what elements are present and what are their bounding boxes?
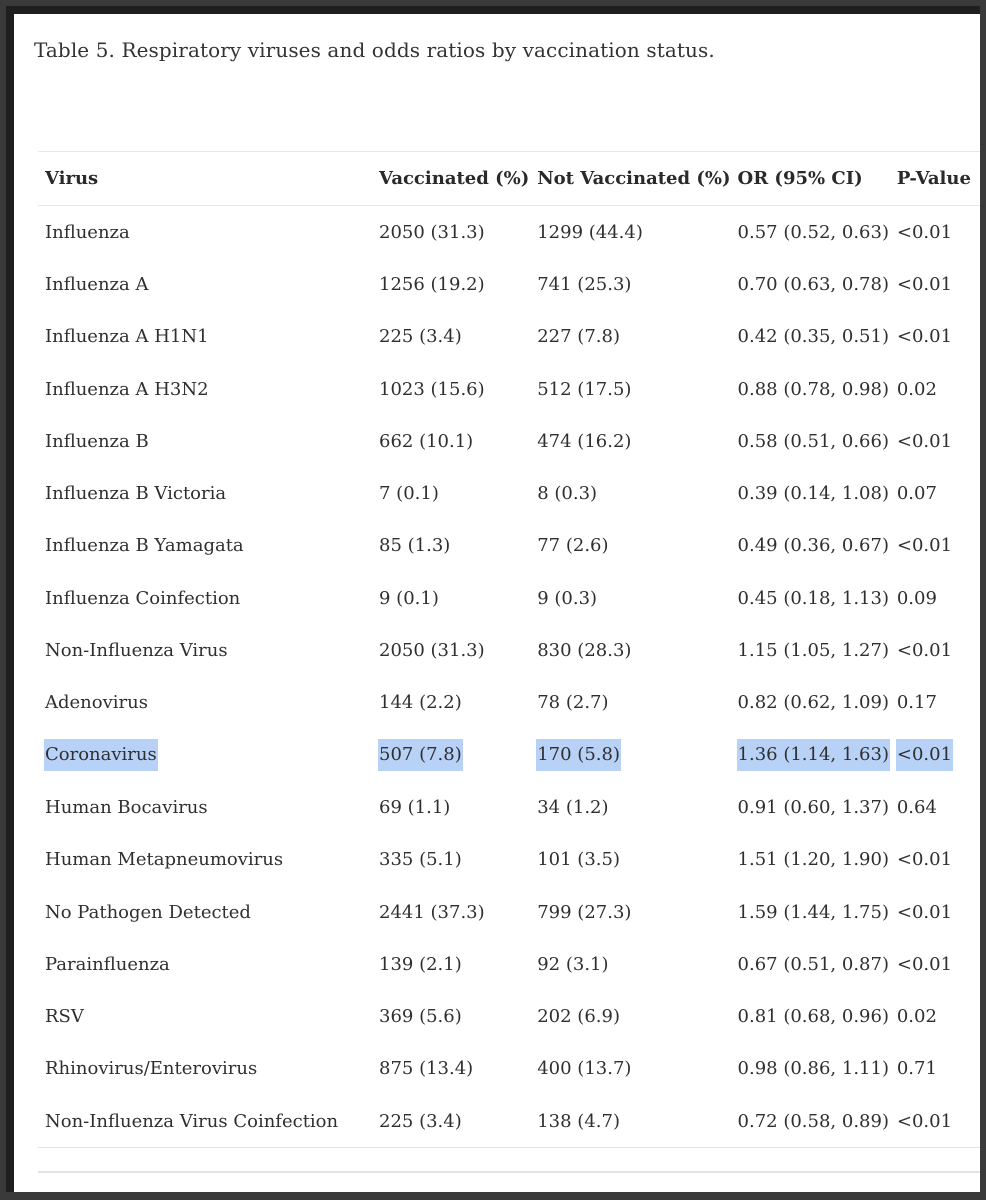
cell-not-vaccinated-text: 202 (6.9) bbox=[537, 1006, 620, 1028]
cell-p-value-text: 0.02 bbox=[896, 1006, 937, 1028]
cell-virus bbox=[38, 520, 379, 572]
table-row bbox=[38, 729, 980, 781]
cell-vaccinated-text: 1023 (15.6) bbox=[379, 378, 485, 400]
cell-virus-text: Adenovirus bbox=[45, 692, 148, 714]
cell-not-vaccinated-text: 170 (5.8) bbox=[536, 739, 621, 771]
cell-virus-text: No Pathogen Detected bbox=[45, 901, 251, 923]
cell-not-vaccinated-text: 77 (2.6) bbox=[537, 535, 609, 557]
cell-or-ci-text: 0.45 (0.18, 1.13) bbox=[737, 587, 889, 609]
cell-p-value-text: <0.01 bbox=[896, 273, 953, 295]
cell-p-value bbox=[897, 258, 980, 310]
cell-vaccinated bbox=[379, 834, 537, 886]
cell-not-vaccinated-text: 101 (3.5) bbox=[537, 849, 620, 871]
cell-p-value-text: <0.01 bbox=[896, 430, 953, 452]
table-row bbox=[38, 886, 980, 938]
table-row bbox=[38, 258, 980, 310]
cell-virus bbox=[38, 467, 379, 519]
cell-virus-text: Influenza B Yamagata bbox=[45, 535, 244, 557]
table-row bbox=[38, 1043, 980, 1095]
cell-or-ci bbox=[738, 520, 897, 572]
cell-virus bbox=[38, 1095, 379, 1148]
cell-vaccinated bbox=[379, 729, 537, 781]
cell-or-ci-text: 0.81 (0.68, 0.96) bbox=[737, 1006, 889, 1028]
cell-not-vaccinated bbox=[537, 415, 737, 467]
cell-p-value-text: 0.09 bbox=[896, 587, 937, 609]
cell-vaccinated-text: 9 (0.1) bbox=[379, 587, 439, 609]
cell-not-vaccinated-text: 78 (2.7) bbox=[537, 692, 609, 714]
cell-not-vaccinated bbox=[537, 729, 737, 781]
cell-vaccinated-text: 875 (13.4) bbox=[379, 1058, 474, 1080]
table-row bbox=[38, 781, 980, 833]
cell-p-value bbox=[897, 729, 980, 781]
cell-not-vaccinated-text: 227 (7.8) bbox=[537, 326, 620, 348]
cell-vaccinated bbox=[379, 415, 537, 467]
cell-vaccinated-text: 7 (0.1) bbox=[379, 483, 439, 505]
cell-not-vaccinated bbox=[537, 206, 737, 259]
cell-vaccinated-text: 2050 (31.3) bbox=[379, 640, 485, 662]
cell-p-value bbox=[897, 834, 980, 886]
cell-vaccinated-text: 139 (2.1) bbox=[379, 953, 462, 975]
cell-virus bbox=[38, 206, 379, 259]
table-row bbox=[38, 467, 980, 519]
table-row bbox=[38, 624, 980, 676]
cell-not-vaccinated bbox=[537, 781, 737, 833]
cell-p-value-text: <0.01 bbox=[896, 221, 953, 243]
cell-vaccinated-text: 507 (7.8) bbox=[378, 739, 463, 771]
header-vaccinated: Vaccinated (%) bbox=[379, 152, 537, 206]
table-row bbox=[38, 311, 980, 363]
cell-virus-text: Non-Influenza Virus Coinfection bbox=[45, 1110, 339, 1132]
cell-or-ci bbox=[738, 1043, 897, 1095]
cell-vaccinated bbox=[379, 520, 537, 572]
cell-p-value bbox=[897, 363, 980, 415]
cell-virus bbox=[38, 415, 379, 467]
cell-virus-text: Parainfluenza bbox=[45, 953, 170, 975]
cell-not-vaccinated bbox=[537, 938, 737, 990]
cell-or-ci-text: 0.70 (0.63, 0.78) bbox=[737, 273, 889, 295]
cell-or-ci bbox=[738, 677, 897, 729]
cell-p-value-text: 0.17 bbox=[896, 692, 937, 714]
cell-vaccinated bbox=[379, 886, 537, 938]
cell-or-ci bbox=[738, 938, 897, 990]
cell-not-vaccinated-text: 799 (27.3) bbox=[537, 901, 632, 923]
cell-p-value bbox=[897, 938, 980, 990]
cell-p-value-text: 0.64 bbox=[896, 796, 937, 818]
cell-not-vaccinated-text: 400 (13.7) bbox=[537, 1058, 632, 1080]
cell-not-vaccinated bbox=[537, 520, 737, 572]
cell-not-vaccinated bbox=[537, 624, 737, 676]
cell-or-ci bbox=[738, 415, 897, 467]
cell-vaccinated bbox=[379, 311, 537, 363]
header-virus: Virus bbox=[38, 152, 379, 206]
cell-virus-text: Rhinovirus/Enterovirus bbox=[45, 1058, 258, 1080]
cell-p-value bbox=[897, 415, 980, 467]
cell-p-value bbox=[897, 1095, 980, 1148]
cell-vaccinated bbox=[379, 363, 537, 415]
cell-not-vaccinated bbox=[537, 834, 737, 886]
cell-virus-text: Influenza Coinfection bbox=[45, 587, 241, 609]
cell-not-vaccinated bbox=[537, 311, 737, 363]
cell-virus-text: Non-Influenza Virus bbox=[45, 640, 228, 662]
cell-virus bbox=[38, 938, 379, 990]
cell-or-ci bbox=[738, 572, 897, 624]
cell-not-vaccinated bbox=[537, 467, 737, 519]
cell-virus bbox=[38, 729, 379, 781]
cell-virus bbox=[38, 624, 379, 676]
cell-virus bbox=[38, 677, 379, 729]
table-row bbox=[38, 677, 980, 729]
cell-not-vaccinated-text: 474 (16.2) bbox=[537, 430, 632, 452]
cell-p-value-text: 0.07 bbox=[896, 483, 937, 505]
cell-vaccinated bbox=[379, 1095, 537, 1148]
bottom-rule bbox=[38, 1171, 980, 1173]
cell-virus-text: Coronavirus bbox=[44, 739, 158, 771]
table-row bbox=[38, 572, 980, 624]
cell-or-ci bbox=[738, 467, 897, 519]
cell-vaccinated-text: 1256 (19.2) bbox=[379, 273, 485, 295]
cell-or-ci-text: 0.57 (0.52, 0.63) bbox=[737, 221, 889, 243]
cell-virus bbox=[38, 363, 379, 415]
cell-not-vaccinated bbox=[537, 363, 737, 415]
screenshot-frame bbox=[6, 6, 980, 1192]
header-row bbox=[38, 152, 980, 206]
cell-or-ci-text: 1.59 (1.44, 1.75) bbox=[737, 901, 889, 923]
cell-virus bbox=[38, 572, 379, 624]
header-not-vaccinated: Not Vaccinated (%) bbox=[537, 152, 737, 206]
table-row bbox=[38, 206, 980, 259]
cell-vaccinated-text: 144 (2.2) bbox=[379, 692, 462, 714]
table-caption: Table 5. Respiratory viruses and odds ratios by vaccination status. bbox=[34, 38, 715, 62]
cell-vaccinated-text: 662 (10.1) bbox=[379, 430, 474, 452]
cell-not-vaccinated bbox=[537, 258, 737, 310]
cell-vaccinated-text: 85 (1.3) bbox=[379, 535, 451, 557]
cell-vaccinated bbox=[379, 1043, 537, 1095]
cell-or-ci bbox=[738, 990, 897, 1042]
cell-p-value bbox=[897, 781, 980, 833]
cell-not-vaccinated-text: 34 (1.2) bbox=[537, 796, 609, 818]
virus-odds-table bbox=[38, 152, 980, 1148]
cell-or-ci bbox=[738, 311, 897, 363]
table-row bbox=[38, 834, 980, 886]
table-row bbox=[38, 363, 980, 415]
cell-p-value-text: 0.02 bbox=[896, 378, 937, 400]
cell-p-value bbox=[897, 624, 980, 676]
cell-vaccinated bbox=[379, 572, 537, 624]
cell-p-value-text: 0.71 bbox=[896, 1058, 937, 1080]
cell-or-ci-text: 0.42 (0.35, 0.51) bbox=[737, 326, 889, 348]
cell-not-vaccinated-text: 9 (0.3) bbox=[537, 587, 598, 609]
cell-vaccinated bbox=[379, 677, 537, 729]
cell-or-ci-text: 0.82 (0.62, 1.09) bbox=[737, 692, 889, 714]
cell-virus bbox=[38, 311, 379, 363]
cell-or-ci bbox=[738, 258, 897, 310]
cell-p-value-text: <0.01 bbox=[896, 1110, 953, 1132]
cell-virus-text: Influenza A H1N1 bbox=[45, 326, 209, 348]
cell-not-vaccinated bbox=[537, 1043, 737, 1095]
table-body bbox=[38, 206, 980, 1148]
cell-not-vaccinated-text: 1299 (44.4) bbox=[537, 221, 643, 243]
cell-or-ci bbox=[738, 624, 897, 676]
table-row bbox=[38, 990, 980, 1042]
cell-not-vaccinated-text: 512 (17.5) bbox=[537, 378, 632, 400]
cell-vaccinated bbox=[379, 990, 537, 1042]
cell-vaccinated-text: 335 (5.1) bbox=[379, 849, 462, 871]
cell-or-ci bbox=[738, 363, 897, 415]
cell-vaccinated-text: 225 (3.4) bbox=[379, 326, 462, 348]
cell-not-vaccinated bbox=[537, 1095, 737, 1148]
cell-not-vaccinated bbox=[537, 990, 737, 1042]
cell-virus bbox=[38, 1043, 379, 1095]
cell-or-ci bbox=[738, 1095, 897, 1148]
cell-or-ci bbox=[738, 886, 897, 938]
cell-vaccinated bbox=[379, 258, 537, 310]
cell-p-value-text: <0.01 bbox=[896, 326, 953, 348]
cell-p-value bbox=[897, 467, 980, 519]
cell-vaccinated-text: 369 (5.6) bbox=[379, 1006, 462, 1028]
cell-vaccinated bbox=[379, 624, 537, 676]
cell-virus bbox=[38, 258, 379, 310]
cell-virus bbox=[38, 834, 379, 886]
cell-virus-text: Influenza A bbox=[45, 273, 149, 295]
cell-or-ci bbox=[738, 834, 897, 886]
cell-or-ci-text: 0.72 (0.58, 0.89) bbox=[737, 1110, 889, 1132]
cell-p-value bbox=[897, 990, 980, 1042]
cell-or-ci bbox=[738, 781, 897, 833]
cell-p-value bbox=[897, 311, 980, 363]
cell-vaccinated-text: 225 (3.4) bbox=[379, 1110, 462, 1132]
cell-p-value-text: <0.01 bbox=[896, 901, 953, 923]
cell-p-value bbox=[897, 677, 980, 729]
cell-or-ci-text: 0.39 (0.14, 1.08) bbox=[737, 483, 889, 505]
cell-vaccinated-text: 69 (1.1) bbox=[379, 796, 451, 818]
cell-vaccinated-text: 2441 (37.3) bbox=[379, 901, 485, 923]
cell-not-vaccinated-text: 92 (3.1) bbox=[537, 953, 609, 975]
cell-or-ci-text: 0.58 (0.51, 0.66) bbox=[737, 430, 889, 452]
cell-or-ci-text: 1.15 (1.05, 1.27) bbox=[737, 640, 889, 662]
cell-p-value bbox=[897, 206, 980, 259]
document-page bbox=[14, 14, 980, 1192]
cell-virus-text: Influenza B Victoria bbox=[45, 483, 227, 505]
cell-virus bbox=[38, 990, 379, 1042]
table-row bbox=[38, 415, 980, 467]
cell-p-value-text: <0.01 bbox=[896, 953, 953, 975]
cell-not-vaccinated-text: 741 (25.3) bbox=[537, 273, 632, 295]
cell-p-value-text: <0.01 bbox=[896, 535, 953, 557]
cell-p-value bbox=[897, 520, 980, 572]
cell-not-vaccinated bbox=[537, 886, 737, 938]
cell-or-ci-text: 0.67 (0.51, 0.87) bbox=[737, 953, 889, 975]
cell-p-value-text: <0.01 bbox=[896, 849, 953, 871]
cell-virus-text: RSV bbox=[45, 1006, 84, 1028]
header-or-ci: OR (95% CI) bbox=[738, 152, 897, 206]
table-row bbox=[38, 1095, 980, 1148]
cell-vaccinated bbox=[379, 206, 537, 259]
cell-p-value-text: <0.01 bbox=[896, 640, 953, 662]
cell-or-ci-text: 1.51 (1.20, 1.90) bbox=[737, 849, 889, 871]
cell-not-vaccinated bbox=[537, 572, 737, 624]
cell-vaccinated bbox=[379, 781, 537, 833]
cell-or-ci-text: 0.91 (0.60, 1.37) bbox=[737, 796, 889, 818]
cell-or-ci-text: 0.88 (0.78, 0.98) bbox=[737, 378, 889, 400]
cell-virus-text: Influenza A H3N2 bbox=[45, 378, 209, 400]
cell-p-value-text: <0.01 bbox=[896, 739, 953, 771]
cell-virus bbox=[38, 886, 379, 938]
cell-not-vaccinated-text: 8 (0.3) bbox=[537, 483, 598, 505]
header-p-value: P-Value bbox=[897, 152, 980, 206]
table-row bbox=[38, 520, 980, 572]
cell-virus bbox=[38, 781, 379, 833]
cell-or-ci-text: 1.36 (1.14, 1.63) bbox=[737, 739, 890, 771]
cell-p-value bbox=[897, 886, 980, 938]
cell-or-ci-text: 0.49 (0.36, 0.67) bbox=[737, 535, 889, 557]
cell-not-vaccinated-text: 138 (4.7) bbox=[537, 1110, 620, 1132]
table-row bbox=[38, 938, 980, 990]
cell-p-value bbox=[897, 572, 980, 624]
cell-or-ci bbox=[738, 729, 897, 781]
cell-not-vaccinated-text: 830 (28.3) bbox=[537, 640, 632, 662]
cell-virus-text: Human Metapneumovirus bbox=[45, 849, 284, 871]
cell-virus-text: Influenza bbox=[45, 221, 130, 243]
cell-virus-text: Human Bocavirus bbox=[45, 796, 208, 818]
cell-vaccinated bbox=[379, 938, 537, 990]
cell-vaccinated-text: 2050 (31.3) bbox=[379, 221, 485, 243]
cell-virus-text: Influenza B bbox=[45, 430, 149, 452]
cell-or-ci bbox=[738, 206, 897, 259]
cell-or-ci-text: 0.98 (0.86, 1.11) bbox=[737, 1058, 889, 1080]
cell-vaccinated bbox=[379, 467, 537, 519]
cell-p-value bbox=[897, 1043, 980, 1095]
cell-not-vaccinated bbox=[537, 677, 737, 729]
